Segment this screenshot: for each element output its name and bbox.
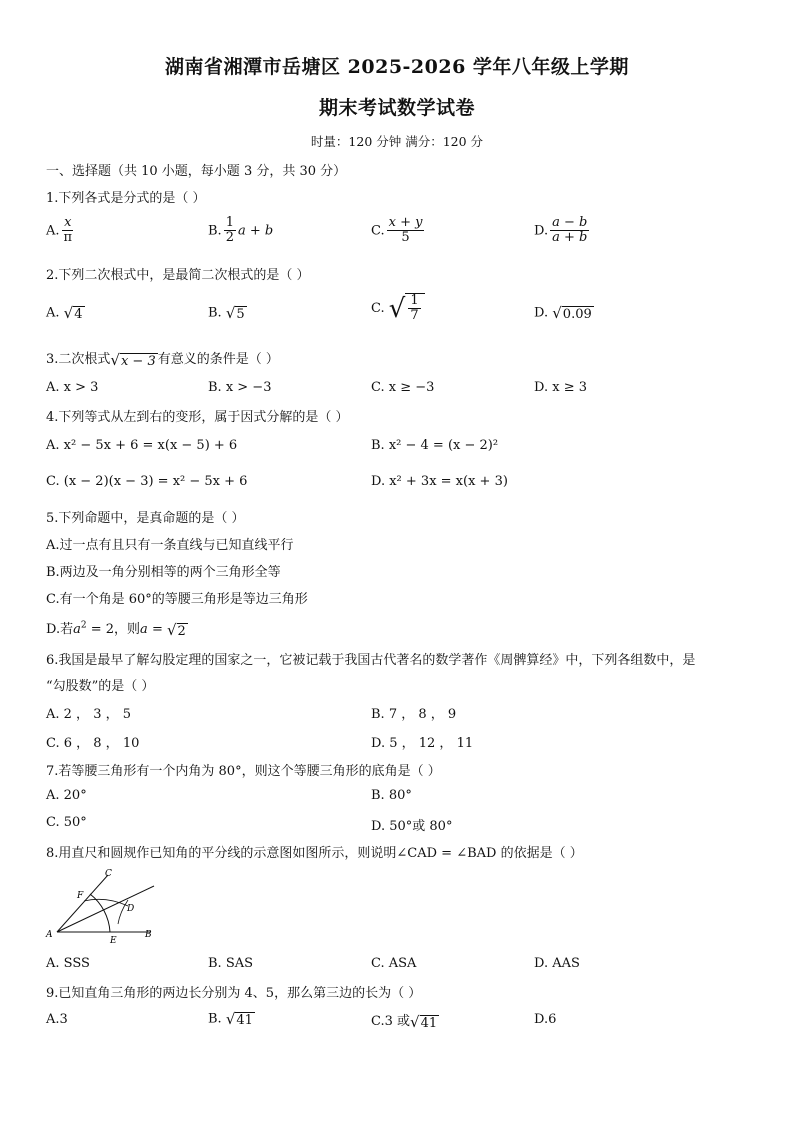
q3-stem: 3.二次根式 √ x − 3 有意义的条件是（ ） [46, 350, 279, 369]
q4-option-a: A. x² − 5x + 6 = x(x − 5) + 6 [46, 438, 238, 453]
q2-option-b: B. √ 5 [208, 304, 245, 322]
q4-stem: 4.下列等式从左到右的变形，属于因式分解的是（ ） [46, 410, 349, 425]
q3-option-b: B. x > −3 [208, 380, 272, 395]
label-e: E [110, 936, 117, 946]
q1-option-a: A. $\frac{x}{\pi}$ [46, 215, 73, 246]
q2-option-c: C. √ $\frac{1}{7}$ [371, 293, 425, 324]
q5-option-b: B.两边及一角分别相等的两个三角形全等 [46, 565, 281, 580]
q1-option-c: C. $\frac{x + y}{5}$ [371, 215, 423, 246]
label-d: D [127, 904, 135, 914]
q5-option-c: C.有一个角是 60°的等腰三角形是等边三角形 [46, 592, 308, 607]
q7-stem: 7.若等腰三角形有一个内角为 80°，则这个等腰三角形的底角是（ ） [46, 764, 441, 779]
q6-option-a: A. 2 ， 3 ， 5 [46, 707, 131, 722]
q9-stem: 9.已知直角三角形的两边长分别为 4、5，那么第三边的长为（ ） [46, 986, 422, 1001]
section-heading: 一、选择题（共 10 小题，每小题 3 分，共 30 分） [46, 164, 347, 179]
q9-option-b: B. √ 41 [208, 1010, 253, 1028]
q4-option-d: D. x² + 3x = x(x + 3) [371, 474, 508, 489]
q2-option-a: A. √ 4 [46, 304, 83, 322]
q8-option-b: B. SAS [208, 956, 254, 971]
q3-option-d: D. x ≥ 3 [534, 380, 587, 395]
q6-stem-line1: 6.我国是最早了解勾股定理的国家之一，它被记载于我国古代著名的数学著作《周髀算经》中，下列各组数中，是 [46, 653, 696, 668]
q3-option-a: A. x > 3 [46, 380, 99, 395]
q6-option-d: D. 5 ， 12 ， 11 [371, 736, 474, 751]
q8-option-c: C. ASA [371, 956, 417, 971]
q1-stem: 1.下列各式是分式的是（ ） [46, 191, 206, 206]
ray-ac [57, 875, 108, 932]
q7-option-a: A. 20° [46, 788, 87, 803]
q3-option-c: C. x ≥ −3 [371, 380, 435, 395]
q5-option-a: A.过一点有且只有一条直线与已知直线平行 [46, 538, 294, 553]
q8-option-a: A. SSS [46, 956, 90, 971]
q9-option-d: D.6 [534, 1012, 557, 1027]
q2-option-d: D. √ 0.09 [534, 304, 592, 322]
arc-from-f [84, 899, 128, 906]
q8-stem: 8.用直尺和圆规作已知角的平分线的示意图如图所示，则说明∠CAD = ∠BAD 的依据是（ ） [46, 846, 583, 861]
q8-option-d: D. AAS [534, 956, 580, 971]
q5-stem: 5.下列命题中，是真命题的是（ ） [46, 511, 245, 526]
label-c: C [105, 869, 112, 879]
q6-stem-line2: “勾股数”的是（ ） [46, 679, 155, 694]
q9-option-a: A.3 [46, 1012, 68, 1027]
q6-option-c: C. 6 ， 8 ， 10 [46, 736, 140, 751]
q6-option-b: B. 7 ， 8 ， 9 [371, 707, 457, 722]
q7-option-b: B. 80° [371, 788, 412, 803]
q1-option-d: D. $\frac{a - b}{a + b}$ [534, 215, 588, 246]
q4-option-b: B. x² − 4 = (x − 2)² [371, 438, 499, 453]
q7-option-c: C. 50° [46, 815, 87, 830]
label-a: A [46, 930, 53, 940]
label-b: B [145, 930, 152, 940]
q5-option-d: D.若$a^2 = 2$，则a = √ 2 [46, 620, 186, 639]
label-f: F [77, 891, 84, 901]
q9-option-c: C.3 或 √ 41 [371, 1012, 438, 1031]
q2-stem: 2.下列二次根式中，是最简二次根式的是（ ） [46, 268, 310, 283]
q1-option-b: B. $\frac{1}{2}$ a + b [208, 215, 274, 246]
ray-ad [57, 886, 154, 932]
q7-option-d: D. 50°或 80° [371, 819, 453, 834]
angle-bisector-figure [44, 866, 160, 946]
exam-title-line1: 湖南省湘潭市岳塘区 2025-2026 学年八年级上学期 [165, 56, 629, 78]
exam-meta: 时量：120 分钟 满分：120 分 [310, 134, 484, 149]
exam-title-line2: 期末考试数学试卷 [318, 97, 475, 119]
q4-option-c: C. (x − 2)(x − 3) = x² − 5x + 6 [46, 474, 248, 489]
